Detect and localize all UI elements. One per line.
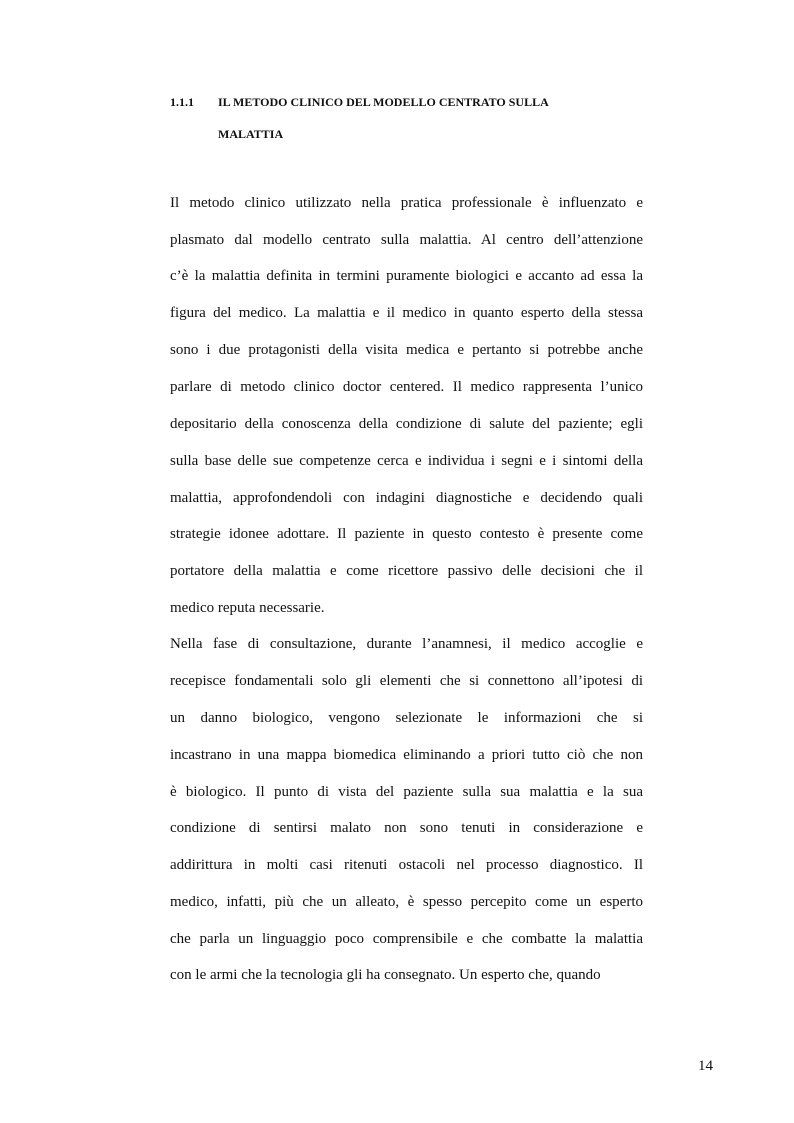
- text-line: un danno biologico, vengono selezionate le informazioni che si: [170, 710, 643, 726]
- text-line: depositario della conoscenza della condizione di salute del paziente; egli: [170, 416, 643, 432]
- text-line: sulla base delle sue competenze cerca e individua i segni e i sintomi della: [170, 453, 643, 469]
- text-line: Nella fase di consultazione, durante l’anamnesi, il medico accoglie e: [170, 636, 643, 652]
- text-line: condizione di sentirsi malato non sono tenuti in considerazione e: [170, 820, 643, 836]
- text-line: plasmato dal modello centrato sulla malattia. Al centro dell’attenzione: [170, 232, 643, 248]
- text-line: con le armi che la tecnologia gli ha consegnato. Un esperto che, quando: [170, 967, 601, 983]
- text-line: incastrano in una mappa biomedica eliminando a priori tutto ciò che non: [170, 747, 643, 763]
- section-number: 1.1.1: [170, 95, 194, 109]
- text-line: strategie idonee adottare. Il paziente in questo contesto è presente come: [170, 526, 643, 542]
- text-line: portatore della malattia e come ricettore passivo delle decisioni che il: [170, 563, 643, 579]
- text-line: medico reputa necessarie.: [170, 600, 325, 616]
- section-title-line-2: MALATTIA: [218, 127, 284, 141]
- text-line: recepisce fondamentali solo gli elementi che si connettono all’ipotesi di: [170, 673, 643, 689]
- text-line: addirittura in molti casi ritenuti ostacoli nel processo diagnostico. Il: [170, 857, 643, 873]
- text-line: sono i due protagonisti della visita medica e pertanto si potrebbe anche: [170, 342, 643, 358]
- text-line: è biologico. Il punto di vista del paziente sulla sua malattia e la sua: [170, 784, 643, 800]
- text-line: Il metodo clinico utilizzato nella pratica professionale è influenzato e: [170, 195, 643, 211]
- text-line: figura del medico. La malattia e il medico in quanto esperto della stessa: [170, 305, 643, 321]
- text-line: malattia, approfondendoli con indagini diagnostiche e decidendo quali: [170, 490, 643, 506]
- text-line: parlare di metodo clinico doctor centered. Il medico rappresenta l’unico: [170, 379, 643, 395]
- text-line: che parla un linguaggio poco comprensibile e che combatte la malattia: [170, 931, 643, 947]
- page-number: 14: [698, 1058, 713, 1074]
- text-line: c’è la malattia definita in termini puramente biologici e accanto ad essa la: [170, 268, 643, 284]
- text-line: medico, infatti, più che un alleato, è spesso percepito come un esperto: [170, 894, 643, 910]
- section-title-line-1: IL METODO CLINICO DEL MODELLO CENTRATO SULLA: [218, 95, 549, 109]
